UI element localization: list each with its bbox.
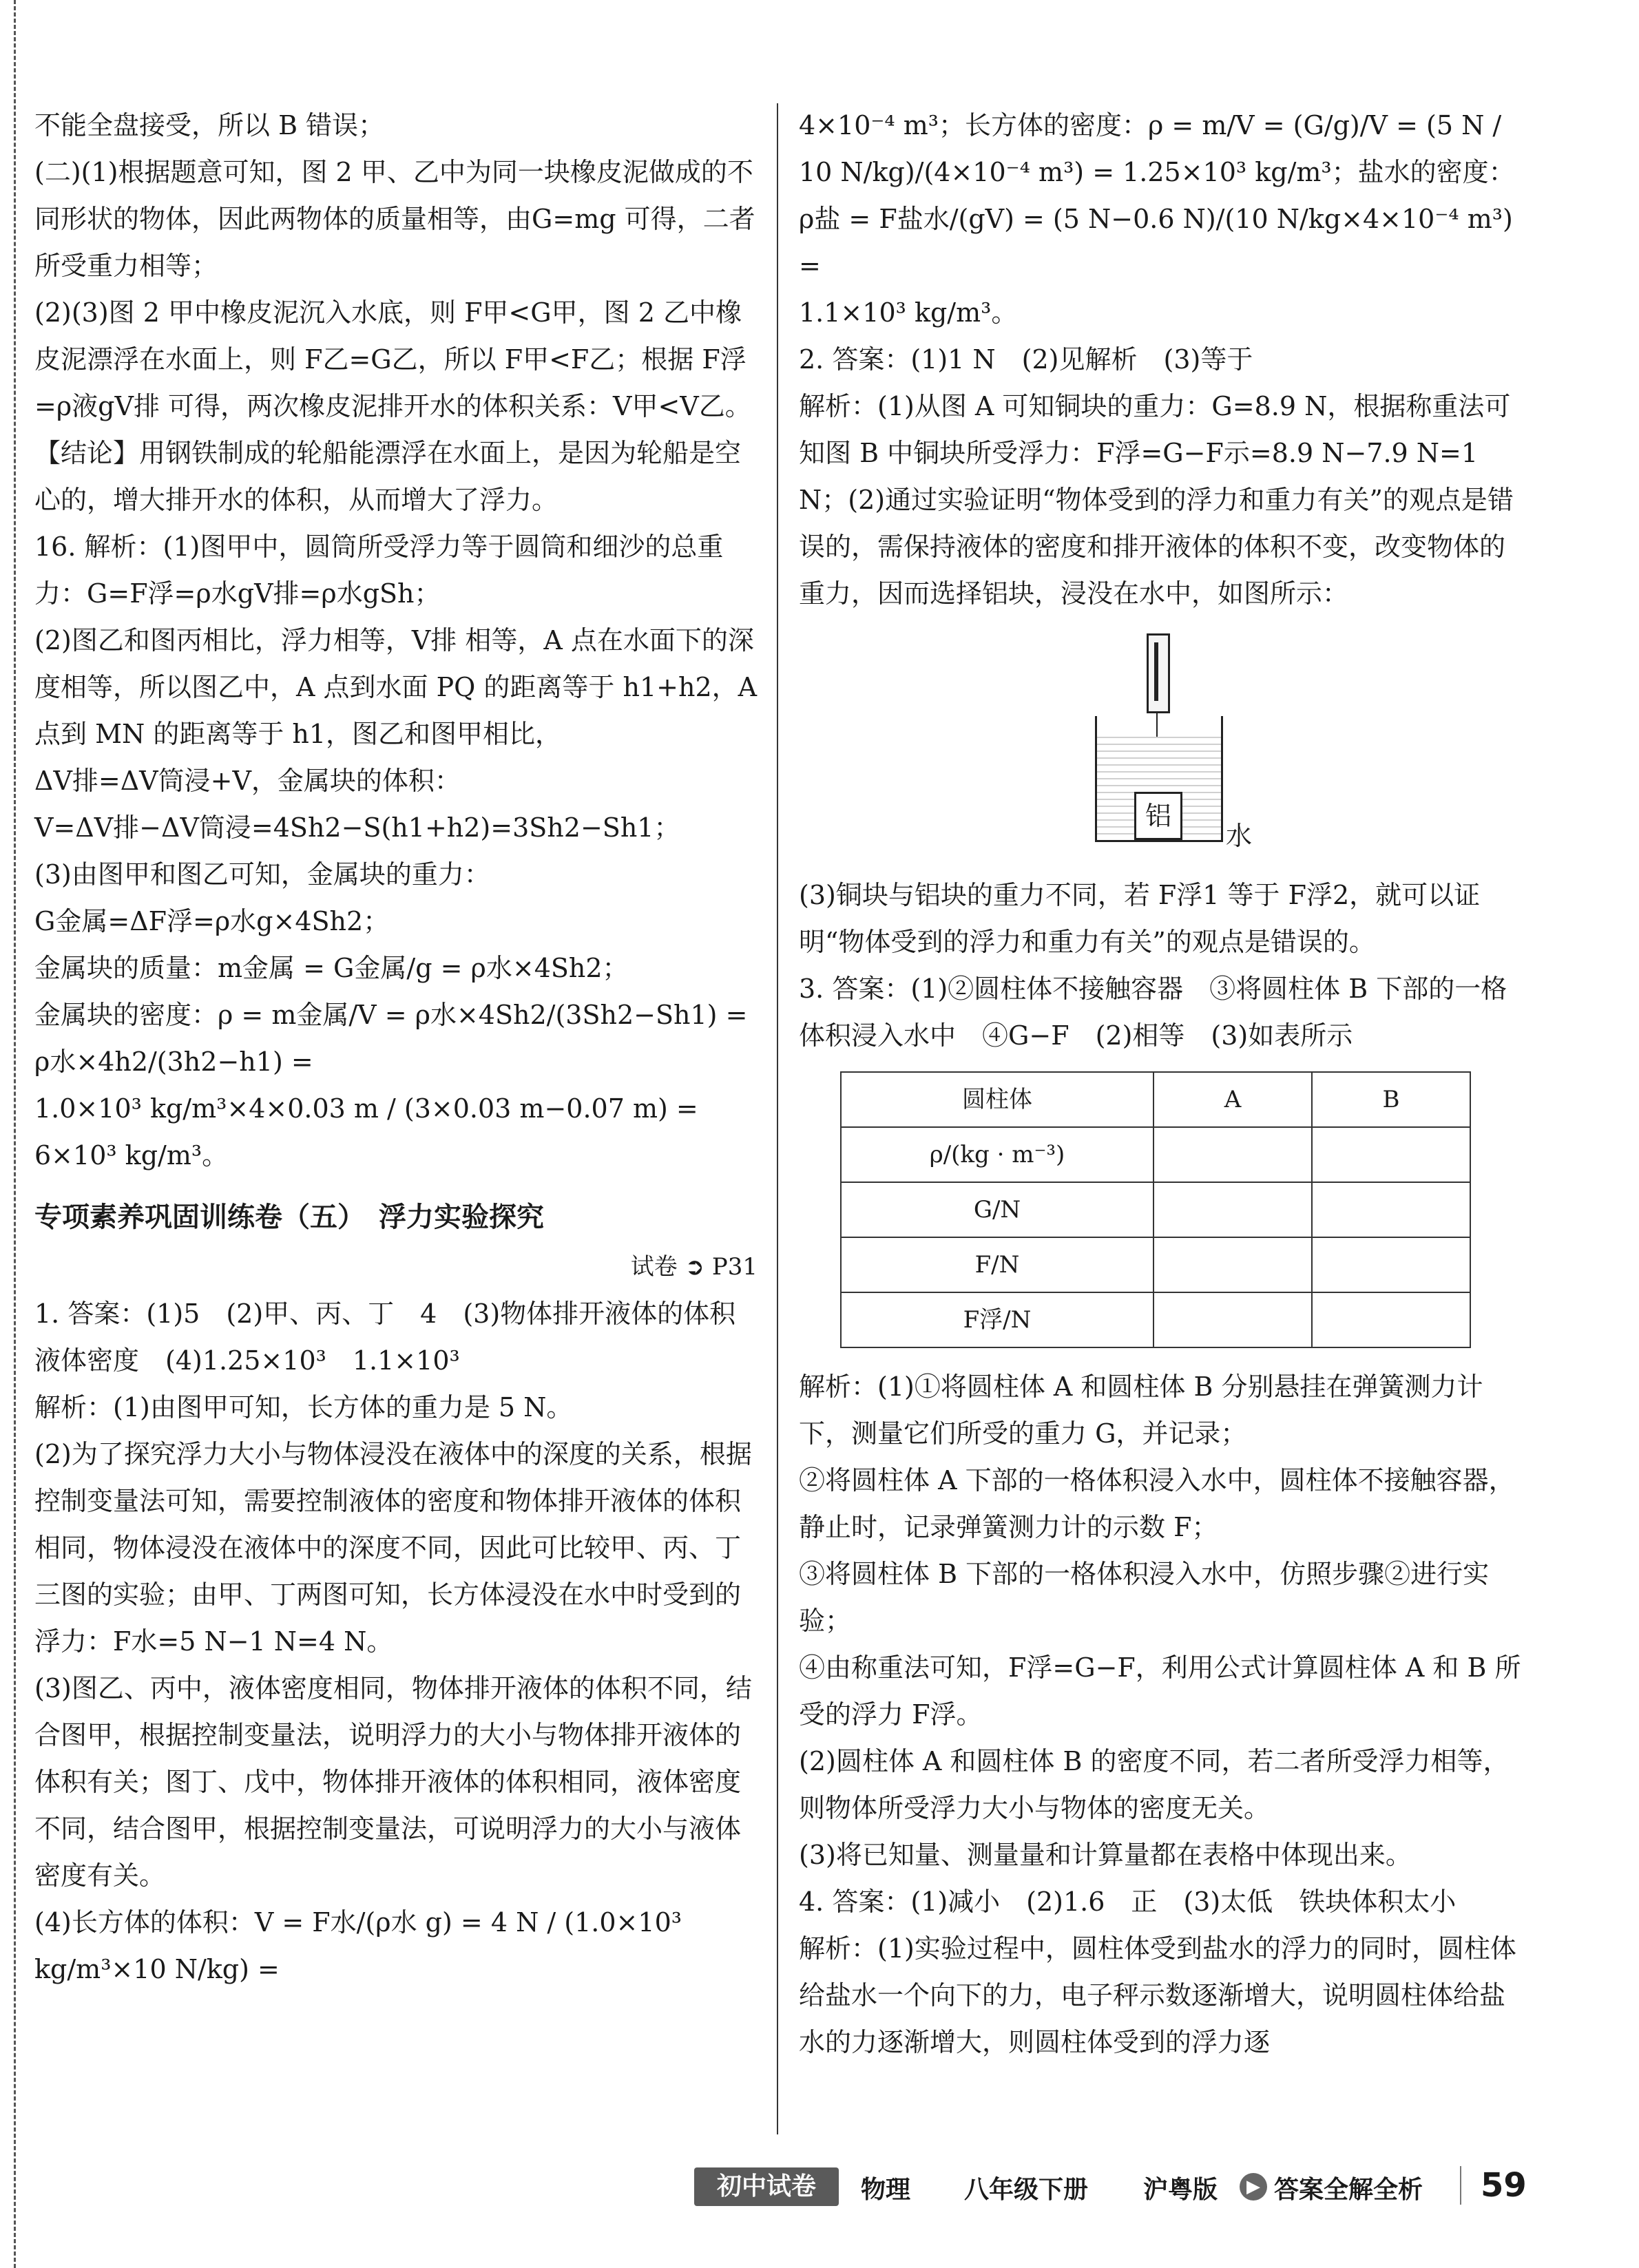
footer-grade: 八年级下册 bbox=[964, 2176, 1089, 2204]
table-row bbox=[841, 1292, 1470, 1347]
text-line: 金属块的质量：m金属 = G金属/g = ρ水×4Sh2； bbox=[34, 953, 629, 983]
column-divider bbox=[777, 103, 778, 2134]
text-line: ③将圆柱体 B 下部的一格体积浸入水中，仿照步骤②进行实验； bbox=[799, 1559, 1490, 1636]
section-ref: 试卷 ➲ P31 bbox=[630, 1253, 758, 1281]
text-line: V=ΔV排−ΔV筒浸=4Sh2−S(h1+h2)=3Sh2−Sh1； bbox=[34, 812, 680, 843]
text-line: ②将圆柱体 A 下部的一格体积浸入水中，圆柱体不接触容器，静止时，记录弹簧测力计的示数 F； bbox=[799, 1465, 1515, 1542]
spring-scale-icon bbox=[1147, 633, 1170, 713]
text-line: 解析：(1)由图甲可知，长方体的重力是 5 N。 bbox=[34, 1392, 573, 1422]
table-cell bbox=[1312, 1182, 1470, 1237]
table-cell: ρ/(kg · m⁻³) bbox=[841, 1127, 1153, 1182]
text-line: ΔV排=ΔV筒浸+V，金属块的体积： bbox=[34, 766, 461, 796]
play-arrow-icon: ▶ bbox=[1240, 2173, 1267, 2201]
data-table bbox=[840, 1071, 1471, 1348]
table-cell bbox=[1312, 1237, 1470, 1292]
table-row bbox=[841, 1127, 1470, 1182]
text-line: 金属块的密度：ρ = m金属/V = ρ水×4Sh2/(3Sh2−Sh1) = ρ水×4h2/(3h2−h1) = bbox=[34, 1000, 748, 1077]
text-line: 16. 解析：(1)图甲中，圆筒所受浮力等于圆筒和细沙的总重力：G=F浮=ρ水gV排=ρ水gSh； bbox=[34, 532, 724, 609]
table-header: 圆柱体 bbox=[841, 1072, 1153, 1127]
text-line: 解析：(1)①将圆柱体 A 和圆柱体 B 分别悬挂在弹簧测力计下，测量它们所受的重力 G，并记录； bbox=[799, 1372, 1483, 1449]
page-number: 59 bbox=[1481, 2166, 1527, 2205]
text-line: 3. 答案：(1)②圆柱体不接触容器 ③将圆柱体 B 下部的一格体积浸入水中 ④G−F (2)相等 (3)如表所示 bbox=[799, 974, 1507, 1051]
footer-divider bbox=[1460, 2166, 1461, 2205]
aluminum-block-figure bbox=[1074, 633, 1253, 861]
table-cell: F浮/N bbox=[841, 1292, 1153, 1347]
right-column bbox=[799, 102, 1529, 2066]
text-line: (2)(3)图 2 甲中橡皮泥沉入水底，则 F甲<G甲，图 2 乙中橡皮泥漂浮在水面上，则 F乙=G乙，所以 F甲<F乙；根据 F浮=ρ液gV排 可得，两次橡皮泥排开水的体积关系：V甲<V乙。 bbox=[34, 297, 751, 421]
text-line: (3)图乙、丙中，液体密度相同，物体排开液体的体积不同，结合图甲，根据控制变量法，说明浮力的大小与物体排开液体的体积有关；图丁、戊中，物体排开液体的体积相同，液体密度不同，结合图甲，根据控制变量法，可说明浮力的大小与液体密度有关。 bbox=[34, 1673, 752, 1891]
table-header-row bbox=[841, 1072, 1470, 1127]
text-line: 1.1×10³ kg/m³。 bbox=[799, 297, 1018, 328]
text-line: 4. 答案：(1)减小 (2)1.6 正 (3)太低 铁块体积太小 bbox=[799, 1887, 1457, 1917]
text-line: 1. 答案：(1)5 (2)甲、丙、丁 4 (3)物体排开液体的体积 液体密度 (4)1.25×10³ 1.1×10³ bbox=[34, 1299, 762, 1376]
text-line: 解析：(1)从图 A 可知铜块的重力：G=8.9 N，根据称重法可知图 B 中铜块所受浮力：F浮=G−F示=8.9 N−7.9 N=1 N；(2)通过实验证明“物体受到的浮力和重力有关”的观点是错误的，需保持液体的密度和排开液体的体积不变，改变物体的重力，因而选择铝块，浸没在水中，如图所示： bbox=[799, 391, 1514, 609]
section-title: 专项素养巩固训练卷（五） 浮力实验探究 bbox=[34, 1201, 544, 1233]
text-line: (2)为了探究浮力大小与物体浸没在液体中的深度的关系，根据控制变量法可知，需要控制液体的密度和物体排开液体的体积相同，物体浸没在液体中的深度不同，因此可比较甲、丙、丁三图的实验；由甲、丁两图可知，长方体浸没在水中时受到的浮力：F水=5 N−1 N=4 N。 bbox=[34, 1439, 752, 1657]
table-cell: F/N bbox=[841, 1237, 1153, 1292]
text-line: 解析：(1)实验过程中，圆柱体受到盐水的浮力的同时，圆柱体给盐水一个向下的力，电子秤示数逐渐增大，说明圆柱体给盐水的力逐渐增大，则圆柱体受到的浮力逐 bbox=[799, 1933, 1516, 2057]
table-header: B bbox=[1312, 1072, 1470, 1127]
table-cell bbox=[1153, 1127, 1312, 1182]
table-row bbox=[841, 1237, 1470, 1292]
table-cell bbox=[1153, 1237, 1312, 1292]
brand-logo: 初中试卷 bbox=[694, 2167, 839, 2206]
text-line: 4×10⁻⁴ m³；长方体的密度：ρ = m/V = (G/g)/V = (5 N / 10 N/kg)/(4×10⁻⁴ m³) = 1.25×10³ kg/m³；盐水的密度：ρ盐 = F盐水/(gV) = (5 N−0.6 N)/(10 N/kg×4×10⁻⁴ m³) = bbox=[799, 110, 1515, 281]
table-cell bbox=[1312, 1292, 1470, 1347]
text-line: (3)将已知量、测量量和计算量都在表格中体现出来。 bbox=[799, 1840, 1412, 1870]
table-header: A bbox=[1153, 1072, 1312, 1127]
text-line: (3)铜块与铝块的重力不同，若 F浮1 等于 F浮2，就可以证明“物体受到的浮力和重力有关”的观点是错误的。 bbox=[799, 880, 1481, 957]
table-row bbox=[841, 1182, 1470, 1237]
text-line: (2)圆柱体 A 和圆柱体 B 的密度不同，若二者所受浮力相等，则物体所受浮力大小与物体的密度无关。 bbox=[799, 1746, 1510, 1823]
footer-subject: 物理 bbox=[861, 2176, 911, 2204]
text-line: (3)由图甲和图乙可知，金属块的重力： bbox=[34, 859, 490, 890]
table-cell bbox=[1312, 1127, 1470, 1182]
water-label: 水 bbox=[1226, 821, 1253, 851]
aluminum-block: 铝 bbox=[1134, 792, 1182, 840]
page-footer bbox=[689, 2162, 1611, 2210]
text-line: (4)长方体的体积：V = F水/(ρ水 g) = 4 N / (1.0×10³ kg/m³×10 N/kg) = bbox=[34, 1907, 682, 1984]
text-line: 不能全盘接受，所以 B 错误； bbox=[34, 110, 385, 140]
text-line: 2. 答案：(1)1 N (2)见解析 (3)等于 bbox=[799, 344, 1253, 375]
footer-answer-label: 答案全解全析 bbox=[1274, 2176, 1423, 2204]
table-cell bbox=[1153, 1182, 1312, 1237]
text-line: (二)(1)根据题意可知，图 2 甲、乙中为同一块橡皮泥做成的不同形状的物体，因此两物体的质量相等，由G=mg 可得，二者所受重力相等； bbox=[34, 157, 755, 281]
binding-dashed-line bbox=[14, 0, 16, 2268]
table-cell bbox=[1153, 1292, 1312, 1347]
text-line: (2)图乙和图丙相比，浮力相等，V排 相等，A 点在水面下的深度相等，所以图乙中，A 点到水面 PQ 的距离等于 h1+h2，A 点到 MN 的距离等于 h1，图乙和图甲相比， bbox=[34, 625, 758, 749]
footer-edition: 沪粤版 bbox=[1143, 2176, 1218, 2204]
text-line: ④由称重法可知，F浮=G−F，利用公式计算圆柱体 A 和 B 所受的浮力 F浮。 bbox=[799, 1652, 1521, 1730]
text-line: 【结论】用钢铁制成的轮船能漂浮在水面上，是因为轮船是空心的，增大排开水的体积，从而增大了浮力。 bbox=[34, 438, 742, 515]
text-line: 1.0×10³ kg/m³×4×0.03 m / (3×0.03 m−0.07 m) = 6×10³ kg/m³。 bbox=[34, 1093, 698, 1170]
left-column bbox=[34, 102, 762, 1993]
text-line: G金属=ΔF浮=ρ水g×4Sh2； bbox=[34, 906, 390, 936]
table-cell: G/N bbox=[841, 1182, 1153, 1237]
